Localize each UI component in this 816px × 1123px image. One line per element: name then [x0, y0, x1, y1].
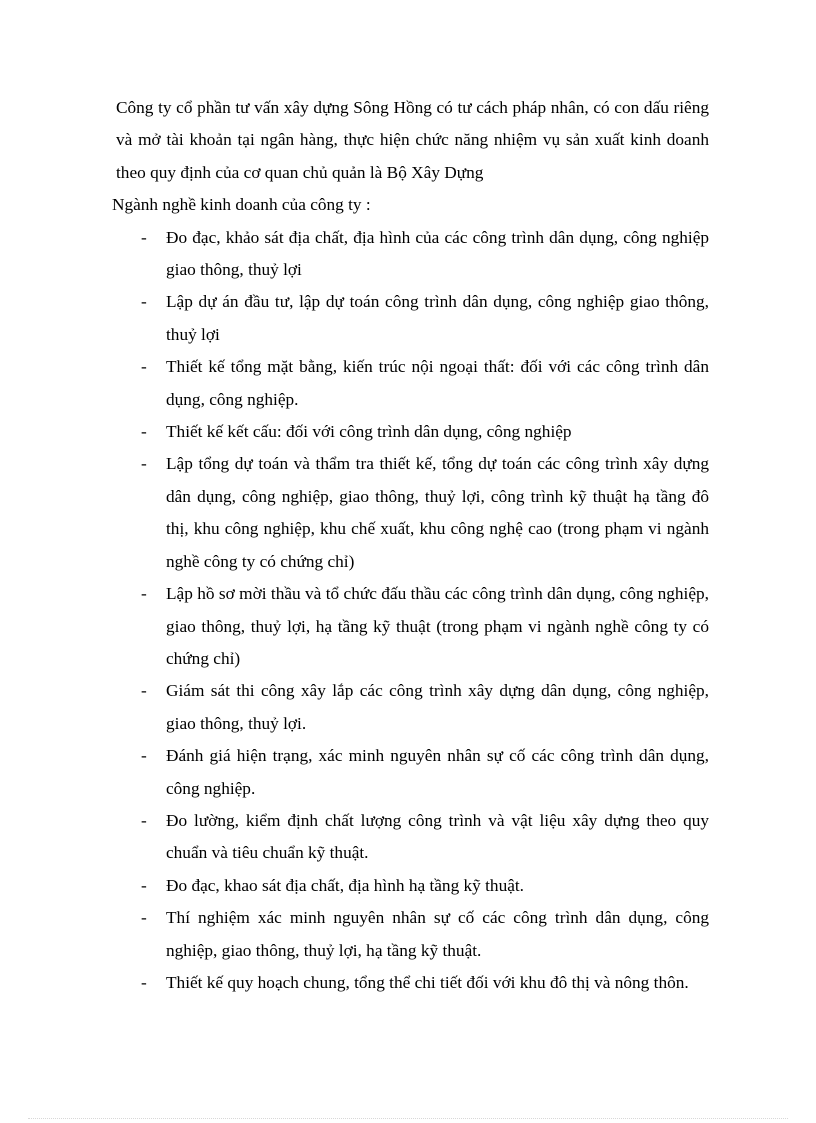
list-item — [116, 870, 709, 902]
bullet-dash: - — [141, 875, 147, 895]
document-body — [112, 92, 709, 999]
list-item-text: Thiết kế quy hoạch chung, tổng thể chi tiết đối với khu đô thị và nông thôn. — [166, 972, 689, 992]
bullet-dash: - — [141, 454, 147, 474]
list-item-text: Đo đạc, khao sát địa chất, địa hình hạ tầng kỹ thuật. — [166, 875, 525, 895]
list-item-text: Thiết kế tổng mặt bằng, kiến trúc nội ngoại thất: đối với các công trình dân dụng, công nghiệp. — [166, 357, 709, 409]
list-item-text: Đo lường, kiểm định chất lượng công trình và vật liệu xây dựng theo quy chuẩn và tiêu chuẩn kỹ thuật. — [166, 810, 709, 863]
list-item — [116, 286, 709, 351]
bullet-dash: - — [141, 972, 147, 992]
list-item-text: Thí nghiệm xác minh nguyên nhân sự cố các công trình dân dụng, công nghiệp, giao thông, thuỷ lợi, hạ tầng kỹ thuật. — [166, 908, 709, 960]
list-item — [116, 967, 709, 999]
bullet-dash: - — [141, 292, 147, 312]
business-lines-heading: Ngành nghề kinh doanh của công ty : — [112, 195, 371, 215]
list-item-text: Giám sát thi công xây lắp các công trình xây dựng dân dụng, công nghiệp, giao thông, thuỷ lợi. — [166, 681, 709, 733]
bullet-dash: - — [141, 584, 147, 604]
list-item-text: Đánh giá hiện trạng, xác minh nguyên nhân sự cố các công trình dân dụng, công nghiệp. — [166, 746, 709, 798]
list-item — [116, 448, 709, 578]
list-item-text: Lập tổng dự toán và thẩm tra thiết kế, tổng dự toán các công trình xây dựng dân dụng, công nghiệp, giao thông, thuỷ lợi, công trình kỹ thuật hạ tầng đô thị, khu công nghiệp, khu chế xuất, khu công nghệ cao (trong phạm vi ngành nghề công ty có chứng chỉ) — [166, 454, 709, 571]
list-item-text: Lập hồ sơ mời thầu và tổ chức đấu thầu các công trình dân dụng, công nghiệp, giao thông, thuỷ lợi, hạ tầng kỹ thuật (trong phạm vi ngành nghề công ty có chứng chỉ) — [166, 584, 709, 668]
bullet-dash: - — [141, 908, 147, 928]
bullet-dash: - — [141, 746, 147, 766]
list-item — [116, 740, 709, 805]
list-item-text: Đo đạc, khảo sát địa chất, địa hình của các công trình dân dụng, công nghiệp giao thông, thuỷ lợi — [166, 227, 709, 280]
business-lines-list — [116, 222, 709, 1000]
intro-paragraph: Công ty cổ phần tư vấn xây dựng Sông Hồng có tư cách pháp nhân, có con dấu riêng và mở tài khoản tại ngân hàng, thực hiện chức năng nhiệm vụ sản xuất kinh doanh theo quy định của cơ quan chủ quản là Bộ Xây Dựng — [116, 98, 709, 182]
list-item — [116, 416, 709, 448]
list-item — [116, 351, 709, 416]
list-item — [116, 222, 709, 287]
list-item-text: Lập dự án đầu tư, lập dự toán công trình dân dụng, công nghiệp giao thông, thuỷ lợi — [166, 292, 709, 344]
list-item — [116, 578, 709, 675]
bullet-dash: - — [141, 227, 147, 247]
list-item-text: Thiết kế kết cấu: đối với công trình dân dụng, công nghiệp — [166, 422, 572, 442]
list-item — [116, 902, 709, 967]
bullet-dash: - — [141, 810, 147, 830]
bullet-dash: - — [141, 357, 147, 377]
page-bottom-rule — [28, 1118, 788, 1119]
bullet-dash: - — [141, 422, 147, 442]
bullet-dash: - — [141, 681, 147, 701]
list-item — [116, 675, 709, 740]
list-item — [116, 805, 709, 870]
